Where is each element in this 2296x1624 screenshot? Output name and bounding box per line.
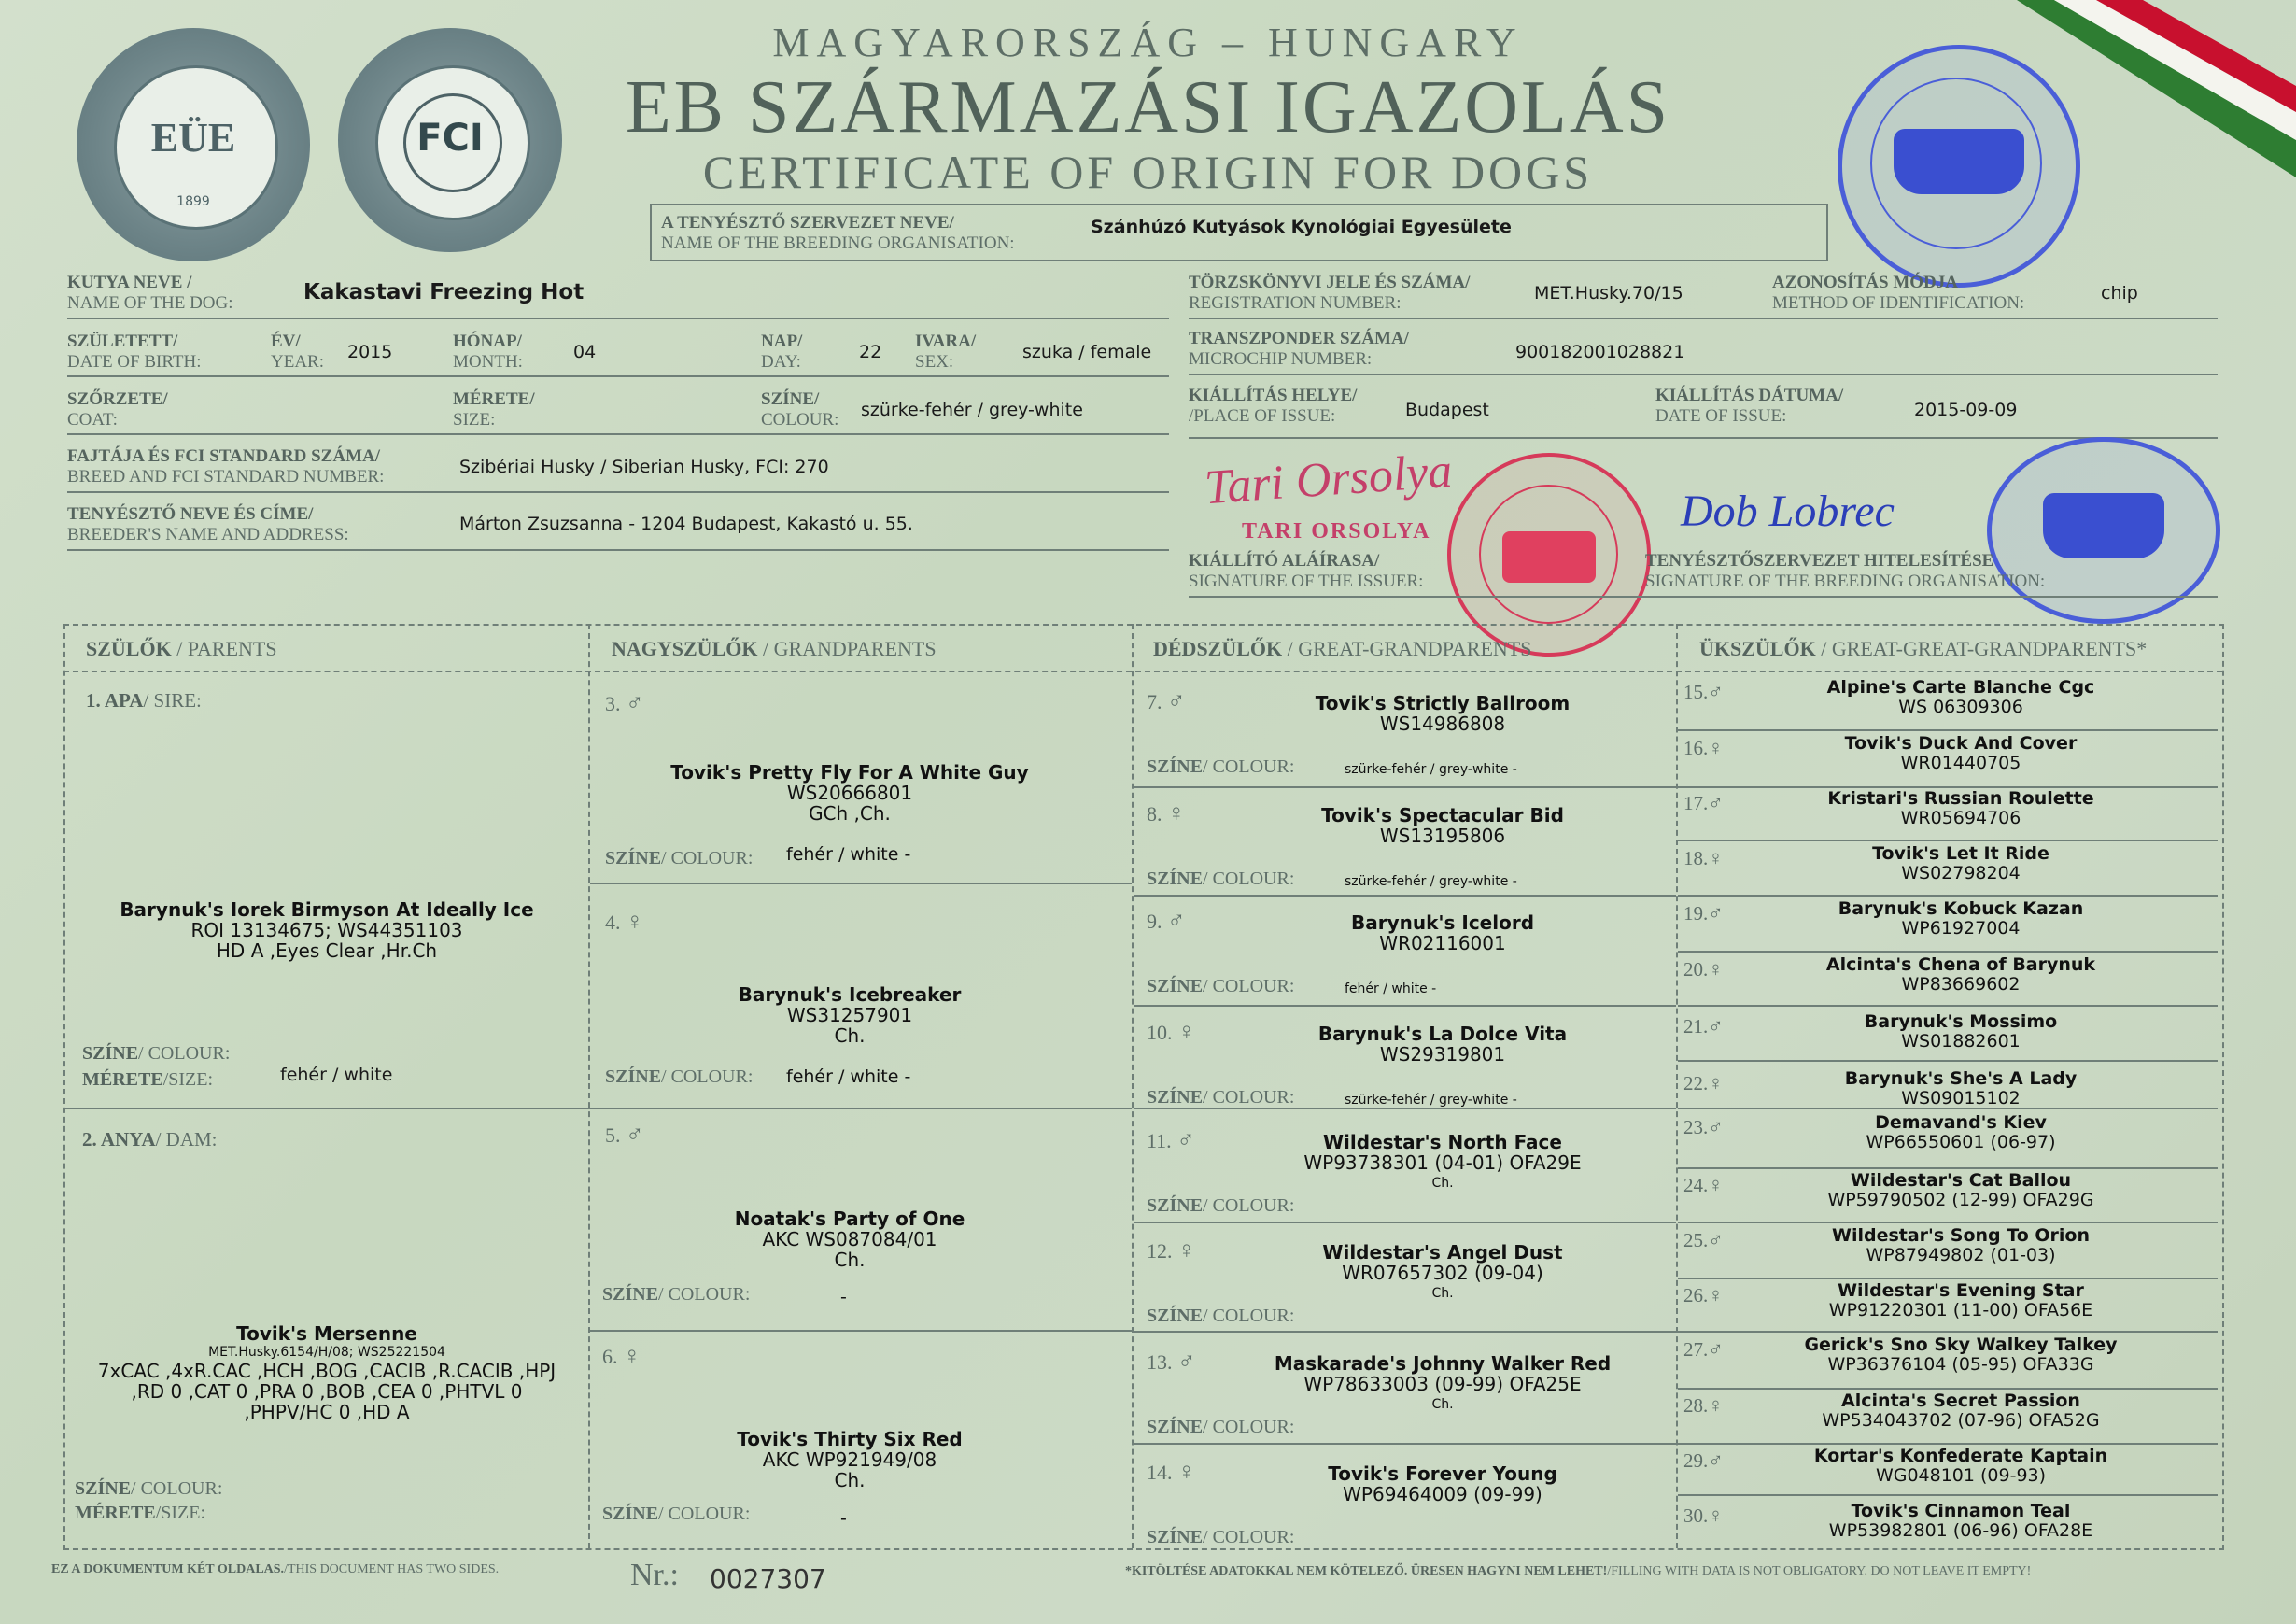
- dam-name: Tovik's Mersenne: [236, 1322, 417, 1345]
- gp-5-colour: -: [840, 1287, 847, 1307]
- ggp-11-num: 11. ♂: [1147, 1126, 1195, 1153]
- gggp-20-entry: [1699, 955, 2222, 995]
- male-icon: ♂: [626, 1121, 644, 1148]
- size-label-en: SIZE:: [453, 410, 496, 430]
- female-icon: ♀: [1708, 1283, 1724, 1306]
- female-icon: ♀: [1708, 846, 1724, 869]
- meoe-stamp-logo: [1502, 531, 1596, 583]
- gggp-15-num: 15.♂: [1683, 680, 1724, 703]
- gggp-27-num: 27.♂: [1683, 1337, 1724, 1361]
- breed-value: Szibériai Husky / Siberian Husky, FCI: 270: [459, 457, 829, 477]
- gggp-reg: WS 06309306: [1898, 697, 2023, 717]
- gggp-29-entry: [1699, 1447, 2222, 1486]
- org-sig-label-en: SIGNATURE OF THE BREEDING ORGANISATION:: [1645, 572, 2046, 591]
- ggp-reg: WS13195806: [1379, 825, 1506, 847]
- gggp-name: Kortar's Konfederate Kaptain: [1813, 1446, 2108, 1466]
- gggp-name: Alpine's Carte Blanche Cgc: [1826, 677, 2095, 698]
- male-icon: ♂: [1708, 1337, 1724, 1361]
- dam-colour-label-hu: SZÍNE: [75, 1478, 132, 1499]
- dob-label-en: DATE OF BIRTH:: [67, 352, 202, 372]
- female-icon: ♀: [1708, 1173, 1724, 1196]
- fci-logo: FCI: [416, 117, 484, 160]
- sire-reg: ROI 13134675; WS44351103: [190, 919, 463, 941]
- gp-4-num: 4. ♀: [605, 908, 644, 935]
- gp-6-entry: [598, 1429, 1102, 1490]
- breed-label-hu: FAJTÁJA ÉS FCI STANDARD SZÁMA/: [67, 446, 380, 466]
- gggp-name: Wildestar's Evening Star: [1838, 1280, 2084, 1301]
- ggp-name: Barynuk's La Dolce Vita: [1317, 1023, 1568, 1045]
- birth-year: 2015: [347, 342, 393, 362]
- id-method: chip: [2101, 283, 2138, 304]
- gggp-name: Wildestar's Song To Orion: [1832, 1225, 2090, 1246]
- gggp-23-entry: [1699, 1113, 2222, 1152]
- gggp-22-num: 22.♀: [1683, 1071, 1724, 1094]
- ggp-14-entry: [1167, 1463, 1718, 1504]
- female-icon: ♀: [1708, 957, 1724, 981]
- gp-6-name: Tovik's Thirty Six Red: [737, 1428, 963, 1450]
- male-icon: ♂: [1176, 1126, 1195, 1153]
- gp-6-num: 6. ♀: [602, 1342, 641, 1369]
- gggp-26-entry: [1699, 1281, 2222, 1320]
- gp-3-colour-label-hu: SZÍNE: [605, 848, 662, 868]
- place-of-issue: Budapest: [1405, 400, 1489, 420]
- male-icon: ♂: [1708, 901, 1724, 925]
- gggp-26-num: 26.♀: [1683, 1283, 1724, 1306]
- parents-header-en: / PARENTS: [176, 637, 277, 660]
- male-icon: ♂: [1708, 1115, 1724, 1138]
- dam-size-label-hu: MÉRETE: [75, 1503, 156, 1523]
- gp-6-colour: -: [840, 1508, 847, 1529]
- gggp-reg: WR01440705: [1900, 753, 2021, 773]
- gggp-16-num: 16.♀: [1683, 736, 1724, 759]
- gp-3-reg: WS20666801: [786, 782, 913, 804]
- dam-titles-3: ,PHPV/HC 0 ,HD A: [244, 1401, 410, 1423]
- dog-sex: szuka / female: [1022, 342, 1152, 362]
- gggp-18-num: 18.♀: [1683, 846, 1724, 869]
- gp-3-num: 3. ♂: [605, 689, 644, 716]
- gggp-reg: WS02798204: [1901, 863, 2021, 883]
- male-icon: ♂: [1708, 680, 1724, 703]
- gp-6-reg: AKC WP921949/08: [762, 1448, 937, 1471]
- ggp-colour: fehér / white -: [1345, 981, 1437, 996]
- gp-5-num: 5. ♂: [605, 1121, 644, 1148]
- male-icon: ♂: [1708, 1228, 1724, 1251]
- ggp-14-num: 14. ♀: [1147, 1458, 1196, 1485]
- reg-label-hu: TÖRZSKÖNYVI JELE ÉS SZÁMA/: [1189, 273, 1471, 292]
- sire-label-en: / SIRE:: [143, 689, 202, 712]
- ggp-name: Tovik's Strictly Ballroom: [1315, 692, 1571, 714]
- female-icon: ♀: [1177, 1458, 1196, 1485]
- two-sides-en: /THIS DOCUMENT HAS TWO SIDES.: [284, 1562, 500, 1576]
- ggp-10-entry: [1167, 1024, 1718, 1065]
- dam-label-en: / DAM:: [155, 1128, 218, 1151]
- place-label-en: /PLACE OF ISSUE:: [1189, 406, 1336, 426]
- gggp-reg: WP53982801 (06-96) OFA28E: [1828, 1520, 2093, 1541]
- grandparents-header-en: / GRANDPARENTS: [762, 637, 937, 660]
- nr-label: Nr.:: [630, 1558, 679, 1592]
- ggp-colour-label: SZÍNE/ COLOUR:: [1147, 1087, 1295, 1108]
- breeder-label-en: BREEDER'S NAME AND ADDRESS:: [67, 525, 349, 544]
- grandparents-header-hu: NAGYSZÜLŐK: [612, 637, 758, 660]
- female-icon: ♀: [623, 1342, 641, 1369]
- ggp-name: Tovik's Forever Young: [1328, 1462, 1557, 1485]
- female-icon: ♀: [1708, 1393, 1724, 1417]
- gp-5-colour-label-en: / COLOUR:: [658, 1284, 751, 1305]
- ggp-9-num: 9. ♂: [1147, 907, 1186, 934]
- ggp-reg: WS14986808: [1379, 713, 1506, 735]
- colour-label-hu: SZÍNE/: [761, 389, 820, 409]
- female-icon: ♀: [626, 908, 644, 935]
- gp-5-entry: [598, 1208, 1102, 1270]
- female-icon: ♀: [1177, 1236, 1196, 1264]
- male-icon: ♂: [1708, 1014, 1724, 1038]
- document-title: EB SZÁRMAZÁSI IGAZOLÁS: [625, 66, 1671, 148]
- breeder-value: Márton Zsuzsanna - 1204 Budapest, Kakastó u. 55.: [459, 514, 913, 534]
- breed-label-en: BREED AND FCI STANDARD NUMBER:: [67, 467, 385, 487]
- sire-size-label-hu: MÉRETE: [82, 1069, 163, 1090]
- sex-label-en: SEX:: [915, 352, 954, 372]
- gggp-reg: WR05694706: [1900, 808, 2021, 828]
- gggp-17-entry: [1699, 789, 2222, 828]
- gggp-reg: WS09015102: [1901, 1088, 2021, 1109]
- coat-label-hu: SZŐRZETE/: [67, 389, 168, 409]
- gggp-22-entry: [1699, 1069, 2222, 1109]
- gggp-15-entry: [1699, 678, 2222, 717]
- dam-entry: [75, 1323, 579, 1422]
- gp-5-reg: AKC WS087084/01: [762, 1228, 937, 1250]
- gggp-21-num: 21.♂: [1683, 1014, 1724, 1038]
- gggp-name: Tovik's Let It Ride: [1872, 843, 2049, 864]
- gggp-19-entry: [1699, 899, 2222, 939]
- gp-4-reg: WS31257901: [786, 1004, 913, 1026]
- id-method-label-hu: AZONOSÍTÁS MÓDJA: [1772, 273, 1958, 292]
- gp-4-entry: [598, 984, 1102, 1046]
- gggp-reg: WS01882601: [1901, 1031, 2021, 1052]
- reg-number: MET.Husky.70/15: [1534, 283, 1683, 304]
- ggp-reg: WP69464009 (09-99): [1343, 1483, 1542, 1505]
- dog-colour: szürke-fehér / grey-white: [861, 400, 1083, 420]
- female-icon: ♀: [1708, 736, 1724, 759]
- gp-5-titles: Ch.: [834, 1249, 866, 1271]
- country-title: MAGYARORSZÁG – HUNGARY: [772, 20, 1524, 65]
- ggp-name: Barynuk's Icelord: [1350, 911, 1535, 934]
- two-sides-hu: EZ A DOKUMENTUM KÉT OLDALAS.: [51, 1562, 285, 1576]
- gggp-29-num: 29.♂: [1683, 1448, 1724, 1472]
- ggp-colour: szürke-fehér / grey-white -: [1345, 1093, 1517, 1108]
- ggp-name: Tovik's Spectacular Bid: [1321, 804, 1564, 826]
- husky-team-icon-2: [2043, 493, 2164, 558]
- sire-titles: HD A ,Eyes Clear ,Hr.Ch: [216, 939, 438, 962]
- gggp-25-entry: [1699, 1226, 2222, 1265]
- parents-header-hu: SZÜLŐK: [86, 637, 172, 660]
- ggp-colour-label: SZÍNE/ COLOUR:: [1147, 1306, 1295, 1326]
- dam-titles-1: 7xCAC ,4xR.CAC ,HCH ,BOG ,CACIB ,R.CACIB ,HPJ: [97, 1360, 556, 1382]
- gggp-name: Alcinta's Secret Passion: [1841, 1391, 2080, 1411]
- gp-4-colour-label-en: / COLOUR:: [661, 1066, 754, 1087]
- dam-colour-label-en: / COLOUR:: [131, 1478, 223, 1499]
- ggp-12-entry: [1167, 1242, 1718, 1304]
- male-icon: ♂: [1708, 791, 1724, 814]
- org-sig-label-hu: TENYÉSZTŐSZERVEZET HITELESÍTÉSE: [1645, 551, 1994, 571]
- gggp-18-entry: [1699, 844, 2222, 883]
- gggp-28-num: 28.♀: [1683, 1393, 1724, 1417]
- gp-4-name: Barynuk's Icebreaker: [738, 983, 962, 1006]
- year-label-en: YEAR:: [271, 352, 324, 372]
- ggp-colour-label: SZÍNE/ COLOUR:: [1147, 976, 1295, 996]
- ggp-colour-label: SZÍNE/ COLOUR:: [1147, 868, 1295, 889]
- gggp-name: Wildestar's Cat Ballou: [1850, 1170, 2072, 1191]
- gp-4-titles: Ch.: [834, 1024, 866, 1047]
- gp-3-colour-label-en: / COLOUR:: [661, 848, 754, 868]
- breeder-label-hu: TENYÉSZTŐ NEVE ÉS CÍME/: [67, 504, 314, 524]
- ggp-colour-label: SZÍNE/ COLOUR:: [1147, 1527, 1295, 1547]
- ggp-11-entry: [1167, 1132, 1718, 1193]
- gggp-name: Barynuk's She's A Lady: [1844, 1068, 2078, 1089]
- great-header-hu: DÉDSZÜLŐK: [1153, 637, 1283, 660]
- female-icon: ♀: [1708, 1504, 1724, 1527]
- sex-label-hu: IVARA/: [915, 332, 977, 351]
- dam-reg: MET.Husky.6154/H/08; WS25221504: [208, 1345, 445, 1360]
- gggp-16-entry: [1699, 734, 2222, 773]
- dam-titles-2: ,RD 0 ,CAT 0 ,PRA 0 ,BOB ,CEA 0 ,PHTVL 0: [131, 1380, 523, 1403]
- dog-name-label-en: NAME OF THE DOG:: [67, 293, 233, 313]
- gggp-reg: WG048101 (09-93): [1875, 1465, 2047, 1486]
- issuer-signature: Tari Orsolya: [1203, 444, 1455, 515]
- gggp-reg: WP59790502 (12-99) OFA29G: [1827, 1190, 2094, 1210]
- colour-label-en: COLOUR:: [761, 410, 839, 430]
- day-label-hu: NAP/: [761, 332, 803, 351]
- ggp-name: Wildestar's Angel Dust: [1322, 1241, 1563, 1264]
- gggp-name: Gerick's Sno Sky Walkey Talkey: [1804, 1335, 2118, 1355]
- birth-month: 04: [573, 342, 597, 362]
- ggp-titles: Ch.: [1431, 1397, 1454, 1412]
- ggreat-header-en: / GREAT-GREAT-GRANDPARENTS*: [1821, 637, 2148, 660]
- footer-note-hu: *KITÖLTÉSE ADATOKKAL NEM KÖTELEZŐ. ÜRESEN HAGYNI NEM LEHET!: [1125, 1564, 1608, 1578]
- ggp-colour-label: SZÍNE/ COLOUR:: [1147, 1417, 1295, 1437]
- gp-3-entry: [598, 762, 1102, 824]
- breeding-org-box: [650, 204, 1828, 261]
- id-method-label-en: METHOD OF IDENTIFICATION:: [1772, 293, 2025, 313]
- gp-4-colour-label-hu: SZÍNE: [605, 1066, 662, 1087]
- gggp-name: Barynuk's Mossimo: [1864, 1011, 2058, 1032]
- day-label-en: DAY:: [761, 352, 801, 372]
- female-icon: ♀: [1708, 1071, 1724, 1094]
- sire-name: Barynuk's Iorek Birmyson At Ideally Ice: [120, 898, 534, 921]
- ggp-8-num: 8. ♀: [1147, 799, 1186, 826]
- dam-label-hu: 2. ANYA: [82, 1128, 156, 1151]
- sire-entry: [75, 899, 579, 961]
- gggp-28-entry: [1699, 1391, 2222, 1431]
- document-subtitle: CERTIFICATE OF ORIGIN FOR DOGS: [702, 146, 1594, 198]
- gp-5-name: Noatak's Party of One: [734, 1207, 965, 1230]
- ggp-reg: WP93738301 (04-01) OFA29E: [1303, 1151, 1582, 1174]
- document-number: 0027307: [710, 1563, 826, 1594]
- gggp-23-num: 23.♂: [1683, 1115, 1724, 1138]
- ggp-8-entry: [1167, 805, 1718, 846]
- size-label-hu: MÉRETE/: [453, 389, 535, 409]
- reg-label-en: REGISTRATION NUMBER:: [1189, 293, 1402, 313]
- ggp-13-entry: [1167, 1353, 1718, 1415]
- gggp-27-entry: [1699, 1335, 2222, 1375]
- ggp-colour: szürke-fehér / grey-white -: [1345, 762, 1517, 777]
- dog-name-label-hu: KUTYA NEVE /: [67, 273, 192, 292]
- ggp-reg: WP78633003 (09-99) OFA25E: [1303, 1373, 1582, 1395]
- ggp-12-num: 12. ♀: [1147, 1236, 1196, 1264]
- gp-6-colour-label-en: / COLOUR:: [658, 1504, 751, 1524]
- female-icon: ♀: [1167, 799, 1186, 826]
- ggp-7-num: 7. ♂: [1147, 687, 1186, 714]
- gggp-24-num: 24.♀: [1683, 1173, 1724, 1196]
- meoe-logo: EÜE: [150, 115, 236, 161]
- gggp-21-entry: [1699, 1012, 2222, 1052]
- gggp-20-num: 20.♀: [1683, 957, 1724, 981]
- sire-colour-label-hu: SZÍNE: [82, 1043, 139, 1064]
- month-label-hu: HÓNAP/: [453, 332, 522, 351]
- ggp-reg: WS29319801: [1379, 1043, 1506, 1066]
- gggp-reg: WP91220301 (11-00) OFA56E: [1828, 1300, 2093, 1320]
- sire-label-hu: 1. APA: [86, 689, 144, 712]
- birth-day: 22: [859, 342, 882, 362]
- ggp-9-entry: [1167, 912, 1718, 953]
- gggp-reg: WP534043702 (07-96) OFA52G: [1822, 1410, 2100, 1431]
- gggp-17-num: 17.♂: [1683, 791, 1724, 814]
- gp-6-colour-label-hu: SZÍNE: [602, 1504, 659, 1524]
- gggp-reg: WP61927004: [1901, 918, 2021, 939]
- ggp-reg: WR02116001: [1379, 932, 1506, 954]
- male-icon: ♂: [626, 689, 644, 716]
- breeding-org-value: Szánhúzó Kutyások Kynológiai Egyesülete: [1091, 217, 1512, 237]
- ggp-colour-label: SZÍNE/ COLOUR:: [1147, 1195, 1295, 1216]
- ggp-7-entry: [1167, 693, 1718, 734]
- gggp-reg: WP36376104 (05-95) OFA33G: [1827, 1354, 2094, 1375]
- gggp-reg: WP66550601 (06-97): [1866, 1132, 2056, 1152]
- ggp-name: Maskarade's Johnny Walker Red: [1274, 1352, 1612, 1375]
- male-icon: ♂: [1167, 687, 1186, 714]
- gggp-reg: WP87949802 (01-03): [1866, 1245, 2056, 1265]
- breeding-org-label-hu: A TENYÉSZTŐ SZERVEZET NEVE/: [661, 213, 954, 233]
- ggp-titles: Ch.: [1431, 1286, 1454, 1301]
- breeding-org-label-en: NAME OF THE BREEDING ORGANISATION:: [661, 233, 1015, 253]
- dob-label-hu: SZÜLETETT/: [67, 332, 178, 351]
- dam-size-label-en: /SIZE:: [155, 1503, 206, 1523]
- date-label-en: DATE OF ISSUE:: [1655, 406, 1787, 426]
- club-stamp: [1838, 45, 2080, 288]
- sire-colour: fehér / white: [280, 1065, 393, 1085]
- footer-note-en: /FILLING WITH DATA IS NOT OBLIGATORY. DO NOT LEAVE IT EMPTY!: [1607, 1564, 2032, 1578]
- ggp-reg: WR07657302 (09-04): [1342, 1262, 1543, 1284]
- ggp-titles: Ch.: [1431, 1176, 1454, 1191]
- gggp-30-entry: [1699, 1502, 2222, 1541]
- gggp-name: Tovik's Duck And Cover: [1844, 733, 2078, 754]
- gggp-name: Alcinta's Chena of Barynuk: [1825, 954, 2096, 975]
- ggreat-header-hu: ÜKSZÜLŐK: [1699, 637, 1816, 660]
- male-icon: ♂: [1177, 1348, 1196, 1375]
- date-of-issue: 2015-09-09: [1914, 400, 2018, 420]
- male-icon: ♂: [1167, 907, 1186, 934]
- gggp-24-entry: [1699, 1171, 2222, 1210]
- gp-4-colour: fehér / white -: [786, 1066, 911, 1087]
- ggp-name: Wildestar's North Face: [1323, 1131, 1562, 1153]
- chip-label-en: MICROCHIP NUMBER:: [1189, 349, 1373, 369]
- place-label-hu: KIÁLLÍTÁS HELYE/: [1189, 386, 1358, 405]
- ggp-10-num: 10. ♀: [1147, 1018, 1196, 1045]
- sire-colour-label-en: / COLOUR:: [138, 1043, 231, 1064]
- ggp-colour: szürke-fehér / grey-white -: [1345, 874, 1517, 889]
- gp-3-name: Tovik's Pretty Fly For A White Guy: [670, 761, 1029, 784]
- gggp-30-num: 30.♀: [1683, 1504, 1724, 1527]
- gggp-25-num: 25.♂: [1683, 1228, 1724, 1251]
- gggp-name: Tovik's Cinnamon Teal: [1851, 1501, 2071, 1521]
- gp-3-colour: fehér / white -: [786, 844, 911, 865]
- date-label-hu: KIÁLLÍTÁS DÁTUMA/: [1655, 386, 1844, 405]
- month-label-en: MONTH:: [453, 352, 523, 372]
- coat-label-en: COAT:: [67, 410, 118, 430]
- gp-3-titles: GCh ,Ch.: [809, 802, 891, 825]
- gggp-name: Barynuk's Kobuck Kazan: [1838, 898, 2084, 919]
- gggp-name: Kristari's Russian Roulette: [1827, 788, 2094, 809]
- issuer-printed-name: TARI ORSOLYA: [1242, 519, 1431, 544]
- great-header-en: / GREAT-GRANDPARENTS: [1287, 637, 1532, 660]
- issuer-sig-label-hu: KIÁLLÍTÓ ALÁÍRASA/: [1189, 551, 1380, 571]
- husky-team-icon: [1894, 129, 2024, 194]
- female-icon: ♀: [1177, 1018, 1196, 1045]
- chip-label-hu: TRANSZPONDER SZÁMA/: [1189, 329, 1409, 348]
- ggp-colour-label: SZÍNE/ COLOUR:: [1147, 756, 1295, 777]
- microchip-number: 900182001028821: [1515, 342, 1685, 362]
- sire-size-label-en: /SIZE:: [162, 1069, 214, 1090]
- gggp-reg: WP83669602: [1901, 974, 2021, 995]
- gp-6-titles: Ch.: [834, 1469, 866, 1491]
- male-icon: ♂: [1708, 1448, 1724, 1472]
- meoe-year: 1899: [176, 194, 210, 209]
- gggp-19-num: 19.♂: [1683, 901, 1724, 925]
- gggp-name: Demavand's Kiev: [1875, 1112, 2047, 1133]
- ggp-13-num: 13. ♂: [1147, 1348, 1196, 1375]
- issuer-sig-label-en: SIGNATURE OF THE ISSUER:: [1189, 572, 1424, 591]
- year-label-hu: ÉV/: [271, 332, 301, 351]
- gp-5-colour-label-hu: SZÍNE: [602, 1284, 659, 1305]
- org-signature: Dob Lobrec: [1681, 487, 1895, 536]
- dog-name: Kakastavi Freezing Hot: [303, 280, 585, 304]
